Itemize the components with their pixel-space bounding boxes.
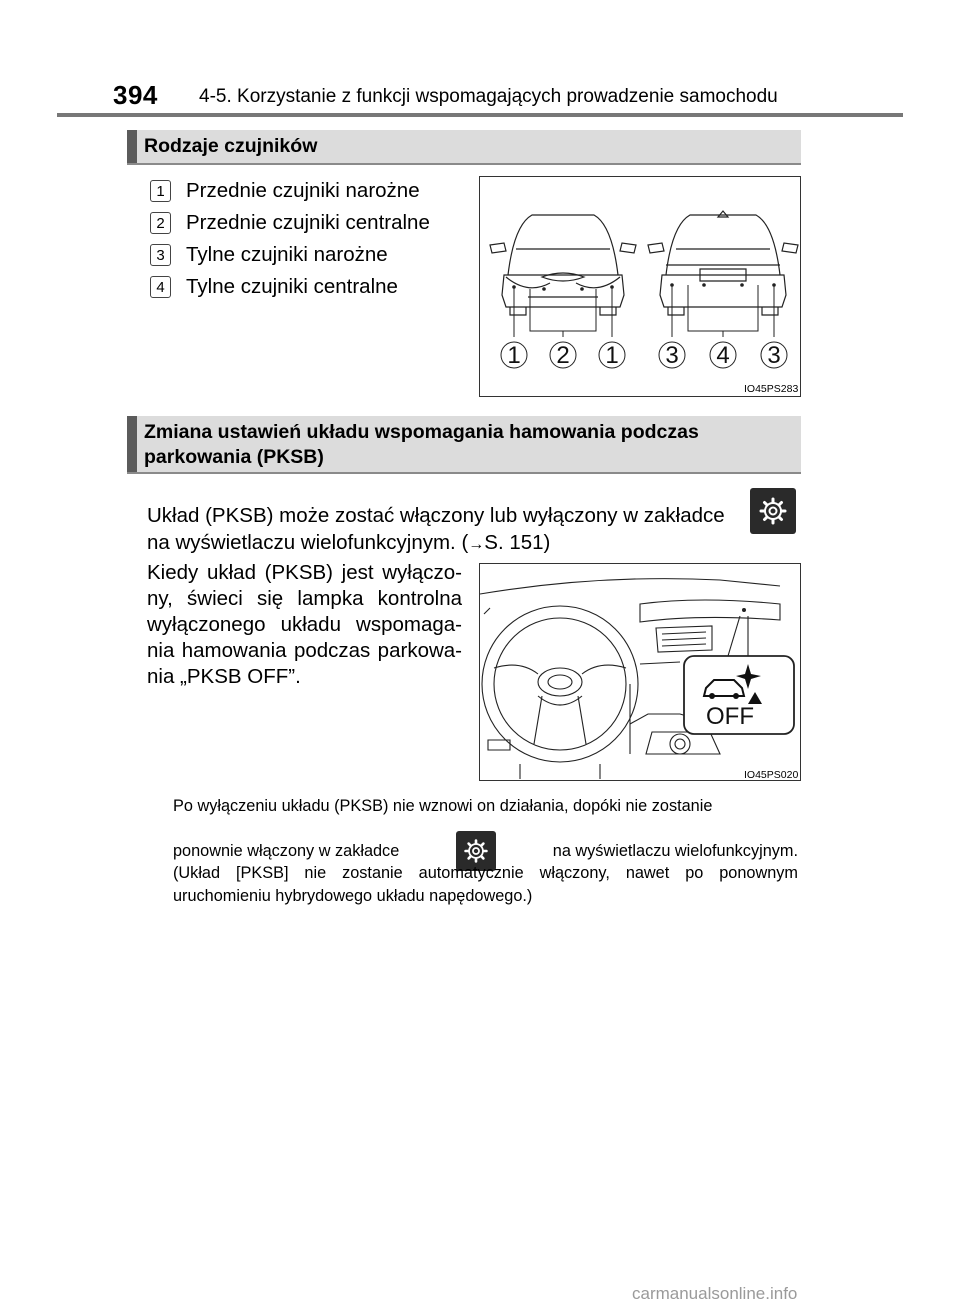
list-item	[150, 274, 398, 300]
pksb-off-text	[147, 560, 462, 690]
item-number: 3	[150, 244, 171, 266]
text: na wyświetlaczu wielofunkcyjnym. (	[147, 531, 469, 554]
text-line: nia hamowania podczas parkowa-	[147, 639, 462, 662]
section-heading-pksb	[127, 416, 801, 474]
figure-code: IO45PS283	[744, 383, 799, 395]
dashboard-illustration	[480, 564, 802, 782]
section-heading-line1: Zmiana ustawień układu wspomagania hamowania podczas	[144, 421, 699, 443]
pksb-off-indicator-label: OFF	[706, 703, 754, 730]
heading-accent	[127, 130, 137, 163]
item-label: Przednie czujniki centralne	[186, 211, 430, 234]
list-item	[150, 242, 388, 268]
header-rule	[57, 113, 903, 117]
text-line: nia „PKSB OFF”.	[147, 665, 301, 688]
dashboard-figure	[479, 563, 801, 781]
page-reference: S. 151)	[484, 531, 551, 554]
page-number: 394	[113, 80, 158, 110]
note-line: uruchomieniu hybrydowego układu napędowego.)	[173, 887, 533, 905]
item-label: Tylne czujniki centralne	[186, 275, 398, 298]
arrow-icon: →	[468, 536, 485, 553]
car-sensors-illustration	[480, 177, 802, 398]
callout-1-left: 1	[507, 342, 521, 369]
settings-gear-icon	[750, 488, 796, 534]
section-heading-line2: parkowania (PKSB)	[144, 446, 324, 468]
callout-4: 4	[716, 342, 730, 369]
item-number: 4	[150, 276, 171, 298]
chapter-title: 4-5. Korzystanie z funkcji wspomagających prowadzenie samochodu	[199, 86, 778, 107]
list-item	[150, 178, 420, 204]
item-number: 2	[150, 212, 171, 234]
item-number: 1	[150, 180, 171, 202]
item-label: Przednie czujniki narożne	[186, 179, 420, 202]
heading-accent	[127, 416, 137, 472]
list-item	[150, 210, 430, 236]
note-text: na wyświetlaczu wielofunkcyjnym.	[552, 841, 798, 860]
figure-code: IO45PS020	[744, 769, 799, 781]
section-heading-sensor-types	[127, 130, 801, 165]
text-line: wyłączonego układu wspomaga-	[147, 613, 462, 636]
pksb-toggle-text-line1: Układ (PKSB) może zostać włączony lub wyłączony w zakładce	[147, 504, 725, 527]
sensor-location-figure	[479, 176, 801, 397]
note-line: (Układ [PKSB] nie zostanie automatycznie włączony, nawet po ponownym	[173, 864, 798, 882]
text-line: ny, świeci się lampka kontrolna	[147, 587, 462, 610]
watermark: carmanualsonline.info	[632, 1284, 798, 1303]
note-line: Po wyłączeniu układu (PKSB) nie wznowi on działania, dopóki nie zostanie	[173, 797, 713, 815]
callout-1-right: 1	[605, 342, 619, 369]
item-label: Tylne czujniki narożne	[186, 243, 388, 266]
text-line: Kiedy układ (PKSB) jest wyłączo-	[147, 561, 462, 584]
section-heading-label: Rodzaje czujników	[144, 135, 318, 157]
callout-3-right: 3	[767, 342, 781, 369]
note-text: ponownie włączony w zakładce	[173, 841, 400, 860]
callout-3-left: 3	[665, 342, 679, 369]
pksb-toggle-text-line2	[147, 530, 550, 558]
callout-2: 2	[556, 342, 570, 369]
